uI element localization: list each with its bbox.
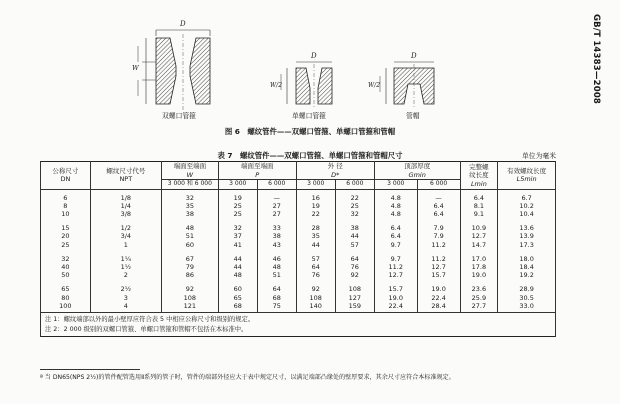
table-note-2: 注 2：2 000 级别的双螺口管箍、单螺口管箍和管帽不包括在本标准中。 [41, 325, 556, 336]
table-cell: 9.7 [374, 241, 417, 251]
standard-code: GB/T 14383—2008 [591, 14, 601, 105]
table-cell: 22.4 [374, 302, 417, 313]
single-coupling-drawing [281, 62, 332, 108]
table-cell: 51 [257, 271, 296, 281]
table-cell: 2½ [90, 281, 161, 293]
footnote-rule [40, 369, 140, 370]
table-cell: 92 [161, 281, 218, 293]
pipe-cap-drawing [380, 62, 434, 108]
unit-note: 单位为毫米 [522, 152, 556, 160]
table-cell: 6.4 [460, 189, 498, 202]
table-cell: 22.4 [417, 294, 460, 302]
table-cell: 64 [335, 251, 374, 263]
table-cell: 28.4 [417, 302, 460, 313]
table-cell: 10.4 [498, 210, 556, 220]
header-full-line3: Lmin [470, 179, 487, 188]
table-cell: 44 [218, 263, 257, 271]
table-cell: 17.3 [498, 241, 556, 251]
table-cell: 46 [257, 251, 296, 263]
table-row [41, 232, 556, 240]
table-cell: 79 [161, 263, 218, 271]
table-cell: 51 [161, 232, 218, 240]
table-cell: 11.2 [417, 241, 460, 251]
table-cell: 10.9 [460, 220, 498, 232]
table-cell: 17.0 [460, 251, 498, 263]
table-cell: 48 [257, 263, 296, 271]
header-eff-line1: 有效螺纹长度 [507, 166, 547, 175]
table-row [41, 263, 556, 271]
table-cell: 32 [335, 210, 374, 220]
table-cell: 60 [218, 281, 257, 293]
table-cell: 159 [335, 302, 374, 313]
table-cell: 12.7 [417, 263, 460, 271]
table-cell: 9.1 [460, 210, 498, 220]
table-cell: 57 [296, 251, 335, 263]
header-thread-code [90, 162, 161, 190]
table-cell: 50 [41, 271, 91, 281]
table-row [41, 251, 556, 263]
subheader-wall-6000: 6 000 [417, 180, 460, 190]
table-cell: 6 [41, 189, 91, 202]
subheader-od-6000: 6 000 [335, 180, 374, 190]
table-cell: 10.2 [498, 202, 556, 210]
header-thread-line1: 螺纹尺寸代号 [106, 166, 146, 175]
table-row [41, 271, 556, 281]
table-cell: 6.4 [417, 210, 460, 220]
table-cell: 44 [218, 251, 257, 263]
header-w [161, 162, 218, 180]
table-cell: 60 [161, 241, 218, 251]
subheader-od-3000: 3 000 [296, 180, 335, 190]
table-row [41, 202, 556, 210]
table-cell: 140 [296, 302, 335, 313]
table-cell: 25.9 [460, 294, 498, 302]
table-cell: 64 [296, 263, 335, 271]
single-coupling-d-label: D [311, 52, 317, 60]
table-cell: 68 [218, 302, 257, 313]
table-cell: 8.1 [460, 202, 498, 210]
table-cell: 12.7 [374, 271, 417, 281]
table-cell: 35 [296, 232, 335, 240]
table-cell: 108 [161, 294, 218, 302]
table-caption: 表 7 螺纹管件——双螺口管箍、单螺口管箍和管帽尺寸 [217, 151, 403, 160]
table-cell: 38 [335, 220, 374, 232]
table-cell: 7.9 [417, 220, 460, 232]
table-cell: 127 [335, 294, 374, 302]
table-body [41, 189, 556, 312]
table-cell: 92 [296, 281, 335, 293]
table-cell: 3 [90, 294, 161, 302]
table-cell: 32 [161, 189, 218, 202]
table-cell: 41 [218, 241, 257, 251]
header-od-line2: D* [331, 170, 340, 179]
double-coupling-caption: 双螺口管箍 [162, 112, 196, 120]
table-cell: 48 [218, 271, 257, 281]
table-cell: 4.8 [374, 202, 417, 210]
table-note-1: 注 1：螺纹端部以外的最小壁厚应符合表 5 中相应公称尺寸和级别的规定。 [41, 312, 556, 325]
header-thread-line2: NPT [119, 175, 133, 184]
pipe-cap-w-label: W/2 [368, 82, 381, 89]
table-cell: 28.9 [498, 281, 556, 293]
table-row [41, 241, 556, 251]
double-coupling-w-label: W [132, 64, 139, 72]
table-cell: 1/8 [90, 189, 161, 202]
table-cell: 35 [161, 202, 218, 210]
table-cell: 92 [335, 271, 374, 281]
double-coupling-drawing [138, 30, 210, 110]
table-cell: 4 [90, 302, 161, 313]
table-cell: 4.8 [374, 210, 417, 220]
table-cell: 38 [161, 210, 218, 220]
table-row [41, 281, 556, 293]
subheader-p-3000: 3 000 [218, 180, 257, 190]
table-notes [41, 312, 556, 336]
table-cell: 57 [335, 241, 374, 251]
header-full-line1: 完整螺 [469, 162, 489, 171]
single-coupling-w-label: W/2 [270, 82, 283, 89]
table-cell: 15.7 [374, 281, 417, 293]
table-cell: 18.4 [498, 263, 556, 271]
subheader-w: 3 000 和 6 000 [161, 180, 218, 190]
header-full-line2: 纹长度 [469, 171, 489, 179]
table-cell: 1/4 [90, 202, 161, 210]
table-cell: 22 [296, 210, 335, 220]
header-w-line2: W [186, 170, 194, 179]
table-cell: 40 [41, 263, 91, 271]
table-cell: 48 [161, 220, 218, 232]
table-cell: 27 [257, 202, 296, 210]
table-cell: 11.2 [374, 263, 417, 271]
table-cell: 100 [41, 302, 91, 313]
header-p-line2: P [255, 170, 260, 179]
table-cell: 1 [90, 241, 161, 251]
table-cell: 16 [296, 189, 335, 202]
table-cell: 9.7 [374, 251, 417, 263]
header-nominal-line2: DN [60, 175, 71, 184]
header-p [218, 162, 296, 180]
table-cell: 12.7 [460, 232, 498, 240]
header-wall-line1: 顶部厚度 [404, 162, 431, 170]
table-cell: 25 [218, 210, 257, 220]
header-eff-line2: L5min [516, 175, 537, 184]
table-cell: 44 [296, 241, 335, 251]
header-od-line1: 外 径 [327, 162, 343, 170]
table-cell: 19 [296, 202, 335, 210]
table-cell: 80 [41, 294, 91, 302]
header-nominal-line1: 公称尺寸 [52, 166, 79, 175]
table-cell: 18.0 [498, 251, 556, 263]
table-cell: 65 [41, 281, 91, 293]
table-cell: 19.0 [417, 281, 460, 293]
table-cell: 67 [161, 251, 218, 263]
table-cell: — [417, 189, 460, 202]
table-cell: 28 [296, 220, 335, 232]
table-cell: 25 [41, 241, 91, 251]
table-cell: 6.4 [417, 202, 460, 210]
double-coupling-d-label: D [180, 20, 186, 28]
table-cell: 108 [296, 294, 335, 302]
table-cell: 3/8 [90, 210, 161, 220]
dimensions-table [40, 161, 556, 337]
table-cell: 13.9 [498, 232, 556, 240]
table-cell: 22 [335, 189, 374, 202]
pipe-cap-caption: 管帽 [406, 112, 420, 120]
table-cell: 2 [90, 271, 161, 281]
header-p-line1: 端面至端面 [240, 162, 274, 170]
table-cell: 1½ [90, 263, 161, 271]
table-cell: 27.7 [460, 302, 498, 313]
table-cell: 6.7 [498, 189, 556, 202]
table-cell: 11.2 [417, 251, 460, 263]
table-cell: 25 [218, 202, 257, 210]
table-cell: 30.5 [498, 294, 556, 302]
table-cell: 25 [335, 202, 374, 210]
table-cell: 65 [218, 294, 257, 302]
table-cell: 19.0 [460, 271, 498, 281]
table-cell: 27 [257, 210, 296, 220]
header-od [296, 162, 374, 180]
subheader-p-6000: 6 000 [257, 180, 296, 190]
table-cell: 38 [257, 232, 296, 240]
table-cell: 3/4 [90, 232, 161, 240]
table-row [41, 302, 556, 313]
header-wall [374, 162, 460, 180]
table-cell: 8 [41, 202, 91, 210]
table-cell: 23.6 [460, 281, 498, 293]
table-cell: 7.9 [417, 232, 460, 240]
table-cell: 44 [335, 232, 374, 240]
table-cell: 86 [161, 271, 218, 281]
table-cell: 1/2 [90, 220, 161, 232]
table-cell: 17.8 [460, 263, 498, 271]
table-cell: 43 [257, 241, 296, 251]
table-row [41, 220, 556, 232]
table-cell: — [257, 189, 296, 202]
table-cell: 15.7 [417, 271, 460, 281]
table-cell: 121 [161, 302, 218, 313]
table-cell: 1¼ [90, 251, 161, 263]
single-coupling-caption: 单螺口管箍 [292, 112, 326, 120]
table-cell: 76 [296, 271, 335, 281]
table-cell: 19.0 [374, 294, 417, 302]
table-cell: 68 [257, 294, 296, 302]
table-cell: 75 [257, 302, 296, 313]
header-eff-thread [498, 162, 556, 190]
table-cell: 10 [41, 210, 91, 220]
table-cell: 32 [218, 220, 257, 232]
table-row [41, 210, 556, 220]
table-cell: 13.6 [498, 220, 556, 232]
table-cell: 37 [218, 232, 257, 240]
pipe-cap-d-label: D [411, 52, 417, 60]
table-cell: 33 [257, 220, 296, 232]
table-cell: 19.2 [498, 271, 556, 281]
table-cell: 108 [335, 281, 374, 293]
table-cell: 4.8 [374, 189, 417, 202]
footnote: ª 当 DN65(NPS 2½)的管件配管选用Ⅱ系列的管子时，管件的端部外径应大于表中规定尺寸，以满足端部凸缘处的壁厚要求，其余尺寸应符合本标准规定。 [40, 374, 455, 381]
header-full-thread [460, 162, 498, 190]
table-cell: 64 [257, 281, 296, 293]
table-cell: 76 [335, 263, 374, 271]
header-nominal [41, 162, 91, 190]
header-w-line1: 端面至端面 [173, 162, 207, 170]
table-row [41, 294, 556, 302]
subheader-wall-3000: 3 000 [374, 180, 417, 190]
table-cell: 33.0 [498, 302, 556, 313]
table-cell: 6.4 [374, 232, 417, 240]
table-cell: 19 [218, 189, 257, 202]
table-cell: 20 [41, 232, 91, 240]
header-wall-line2: Gmin [408, 170, 426, 179]
table-cell: 32 [41, 251, 91, 263]
table-row [41, 189, 556, 202]
table-cell: 14.7 [460, 241, 498, 251]
figure-caption: 图 6 螺纹管件——双螺口管箍、单螺口管箍和管帽 [224, 127, 396, 136]
table-cell: 15 [41, 220, 91, 232]
table-cell: 6.4 [374, 220, 417, 232]
